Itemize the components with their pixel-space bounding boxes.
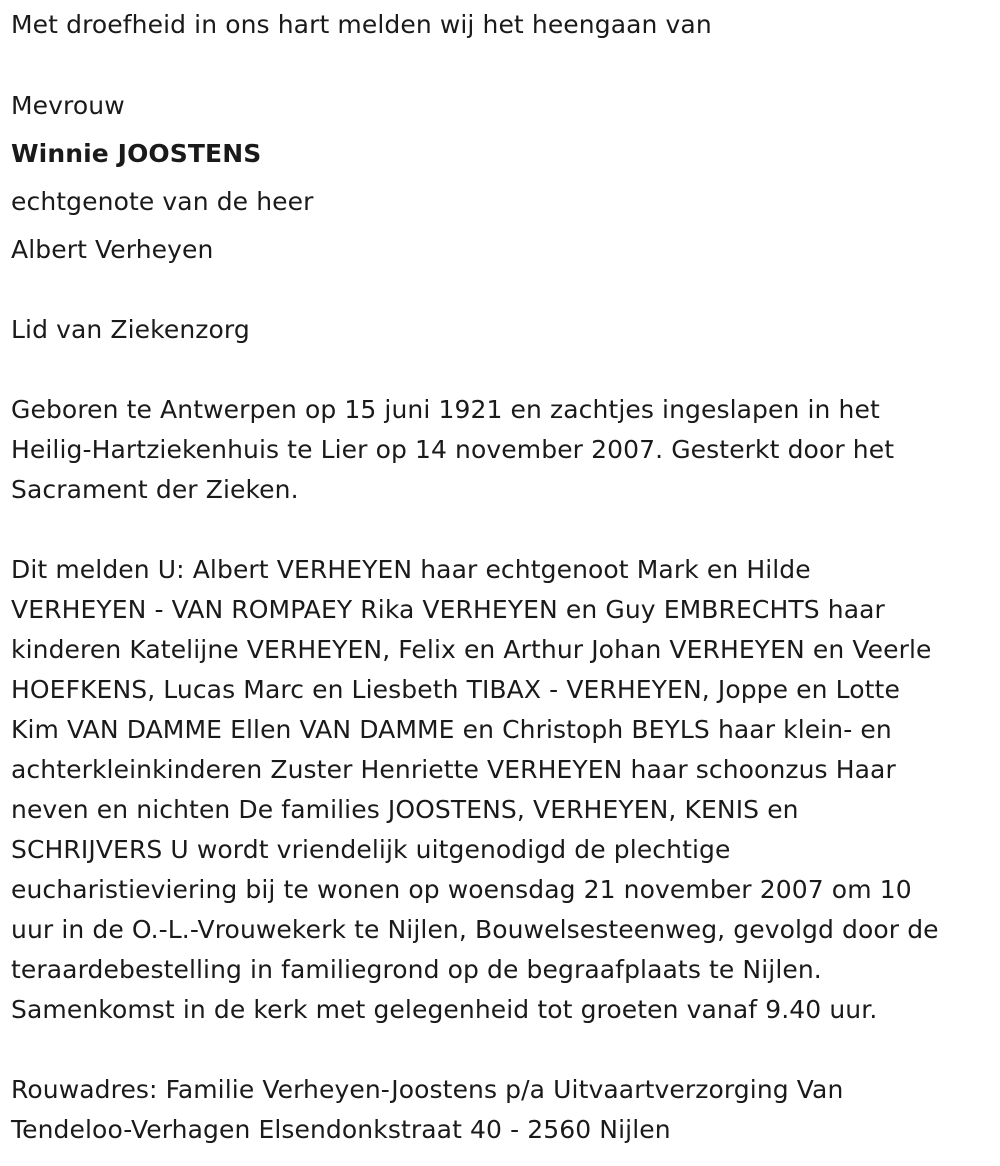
paragraph-line: Tendeloo-Verhagen Elsendonkstraat 40 - 2560 Nijlen [11, 1115, 671, 1144]
paragraph-line: Kim VAN DAMME Ellen VAN DAMME en Christoph BEYLS haar klein- en [11, 715, 892, 744]
deceased-name: Winnie JOOSTENS [11, 139, 262, 168]
paragraph-line: eucharistieviering bij te wonen op woensdag 21 november 2007 om 10 [11, 875, 912, 904]
birth-death-paragraph [11, 390, 993, 510]
spouse-name: Albert Verheyen [11, 235, 214, 264]
paragraph-line: Samenkomst in de kerk met gelegenheid tot groeten vanaf 9.40 uur. [11, 995, 878, 1024]
intro-text: Met droefheid in ons hart melden wij het heengaan van [11, 10, 712, 39]
paragraph-line: VERHEYEN - VAN ROMPAEY Rika VERHEYEN en Guy EMBRECHTS haar [11, 595, 885, 624]
paragraph-line: Rouwadres: Familie Verheyen-Joostens p/a Uitvaartverzorging Van [11, 1075, 844, 1104]
address-paragraph [11, 1070, 993, 1150]
paragraph-line: kinderen Katelijne VERHEYEN, Felix en Arthur Johan VERHEYEN en Veerle [11, 635, 932, 664]
paragraph-line: HOEFKENS, Lucas Marc en Liesbeth TIBAX - VERHEYEN, Joppe en Lotte [11, 675, 900, 704]
paragraph-line: SCHRIJVERS U wordt vriendelijk uitgenodigd de plechtige [11, 835, 731, 864]
paragraph-line: Sacrament der Zieken. [11, 475, 299, 504]
paragraph-line: neven en nichten De families JOOSTENS, VERHEYEN, KENIS en [11, 795, 799, 824]
paragraph-line: teraardebestelling in familiegrond op de begraafplaats te Nijlen. [11, 955, 822, 984]
paragraph-line: Geboren te Antwerpen op 15 juni 1921 en zachtjes ingeslapen in het [11, 395, 880, 424]
paragraph-line: uur in de O.-L.-Vrouwekerk te Nijlen, Bouwelsesteenweg, gevolgd door de [11, 915, 939, 944]
membership: Lid van Ziekenzorg [11, 315, 250, 344]
paragraph-line: achterkleinkinderen Zuster Henriette VERHEYEN haar schoonzus Haar [11, 755, 896, 784]
announcement-paragraph [11, 550, 993, 1030]
paragraph-line: Heilig-Hartziekenhuis te Lier op 14 november 2007. Gesterkt door het [11, 435, 895, 464]
paragraph-line: Dit melden U: Albert VERHEYEN haar echtgenoot Mark en Hilde [11, 555, 811, 584]
spouse-prefix: echtgenote van de heer [11, 187, 314, 216]
salutation: Mevrouw [11, 91, 125, 120]
